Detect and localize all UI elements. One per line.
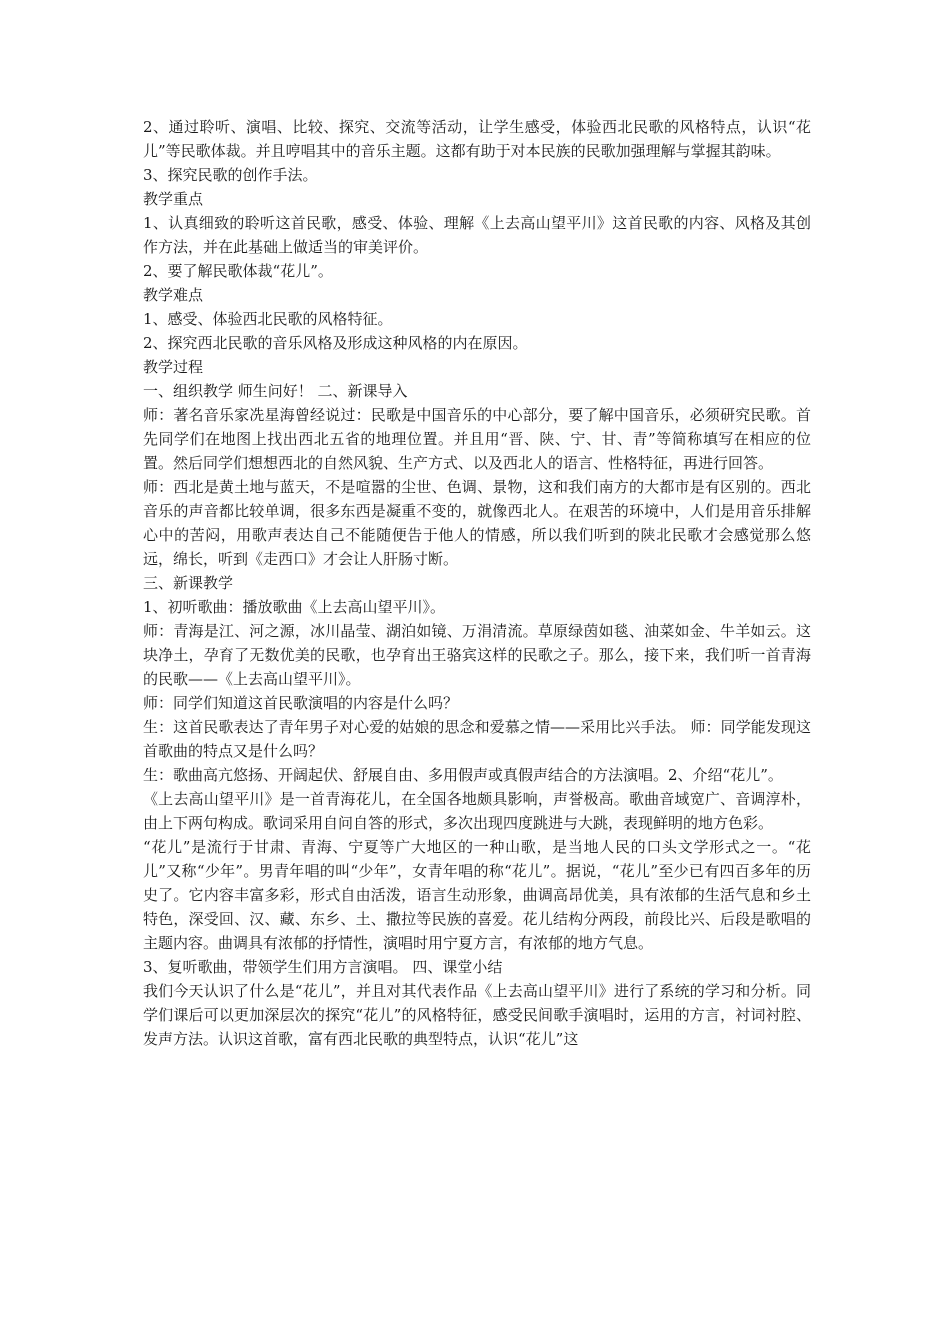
heading-new-lesson: 三、新课教学 (143, 574, 234, 592)
paragraph-student-answer-1: 生：这首民歌表达了青年男子对心爱的姑娘的思念和爱慕之情——采用比兴手法。 师：同学能发现这首歌曲的特点又是什么吗？ (143, 718, 811, 760)
paragraph-key-point-1: 1、认真细致的聆听这首民歌，感受、体验、理解《上去高山望平川》这首民歌的内容、风格及其创作方法，并在此基础上做适当的审美评价。 (143, 214, 811, 256)
paragraph-relisten: 3、复听歌曲，带领学生们用方言演唱。 四、课堂小结 (143, 958, 503, 976)
paragraph-summary: 我们今天认识了什么是“花儿”，并且对其代表作品《上去高山望平川》进行了系统的学习和分析。同学们课后可以更加深层次的探究“花儿”的风格特征，感受民间歌手演唱时，运用的方言，衬词衬腔、发声方法。认识这首歌，富有西北民歌的典型特点，认识“花儿”这 (143, 982, 811, 1048)
paragraph-objective-2: 2、通过聆听、演唱、比较、探究、交流等活动，让学生感受，体验西北民歌的风格特点，认识“花儿”等民歌体裁。并且哼唱其中的音乐主题。这都有助于对本民族的民歌加强理解与掌握其韵味。 (143, 118, 811, 160)
paragraph-objective-3: 3、探究民歌的创作手法。 (143, 166, 318, 184)
paragraph-difficulty-1: 1、感受、体验西北民歌的风格特征。 (143, 310, 393, 328)
paragraph-difficulty-2: 2、探究西北民歌的音乐风格及形成这种风格的内在原因。 (143, 334, 528, 352)
paragraph-first-listen: 1、初听歌曲：播放歌曲《上去高山望平川》。 (143, 598, 446, 616)
paragraph-key-point-2: 2、要了解民歌体裁“花儿”。 (143, 262, 333, 280)
paragraph-teacher-northwest: 师：西北是黄土地与蓝天，不是喧嚣的尘世、色调、景物，这和我们南方的大都市是有区别的。西北音乐的声音都比较单调，很多东西是凝重不变的，就像西北人。在艰苦的环境中，人们是用音乐排解心中的苦闷，用歌声表达自己不能随便告于他人的情感，所以我们听到的陕北民歌才会感觉那么悠远，绵长，听到《走西口》才会让人肝肠寸断。 (143, 478, 811, 568)
heading-difficulties: 教学难点 (143, 286, 204, 304)
paragraph-teacher-question: 师：同学们知道这首民歌演唱的内容是什么吗？ (143, 694, 459, 712)
paragraph-teacher-qinghai: 师：青海是江、河之源，冰川晶莹、湖泊如镜、万涓清流。草原绿茵如毯、油菜如金、牛羊如云。这块净土，孕育了无数优美的民歌，也孕育出王骆宾这样的民歌之子。那么，接下来，我们听一首青海的民歌——《上去高山望平川》。 (143, 622, 811, 688)
heading-process: 教学过程 (143, 358, 204, 376)
paragraph-huaer-intro: “花儿”是流行于甘肃、青海、宁夏等广大地区的一种山歌，是当地人民的口头文学形式之一。“花儿”又称“少年”。男青年唱的叫“少年”，女青年唱的称“花儿”。据说，“花儿”至少已有四百多年的历史了。它内容丰富多彩，形式自由活泼，语言生动形象，曲调高昂优美，具有浓郁的生活气息和乡土特色，深受回、汉、藏、东乡、土、撒拉等民族的喜爱。花儿结构分两段，前段比兴、后段是歌唱的主题内容。曲调具有浓郁的抒情性，演唱时用宁夏方言，有浓郁的地方气息。 (143, 838, 811, 952)
paragraph-teacher-intro: 师：著名音乐家冼星海曾经说过：民歌是中国音乐的中心部分，要了解中国音乐，必须研究民歌。首先同学们在地图上找出西北五省的地理位置。并且用“晋、陕、宁、甘、青”等简称填写在相应的位置。然后同学们想想西北的自然风貌、生产方式、以及西北人的语言、性格特征，再进行回答。 (143, 406, 811, 472)
paragraph-student-answer-2: 生：歌曲高亢悠扬、开阔起伏、舒展自由、多用假声或真假声结合的方法演唱。2、介绍“花儿”。 (143, 766, 783, 784)
paragraph-song-intro: 《上去高山望平川》是一首青海花儿，在全国各地颇具影响，声誉极高。歌曲音域宽广、音调淳朴，由上下两句构成。歌词采用自问自答的形式，多次出现四度跳进与大跳，表现鲜明的地方色彩。 (143, 790, 811, 832)
document-body (143, 115, 811, 1051)
heading-key-points: 教学重点 (143, 190, 204, 208)
paragraph-step-1-2: 一、组织教学 师生问好！ 二、新课导入 (143, 382, 408, 400)
